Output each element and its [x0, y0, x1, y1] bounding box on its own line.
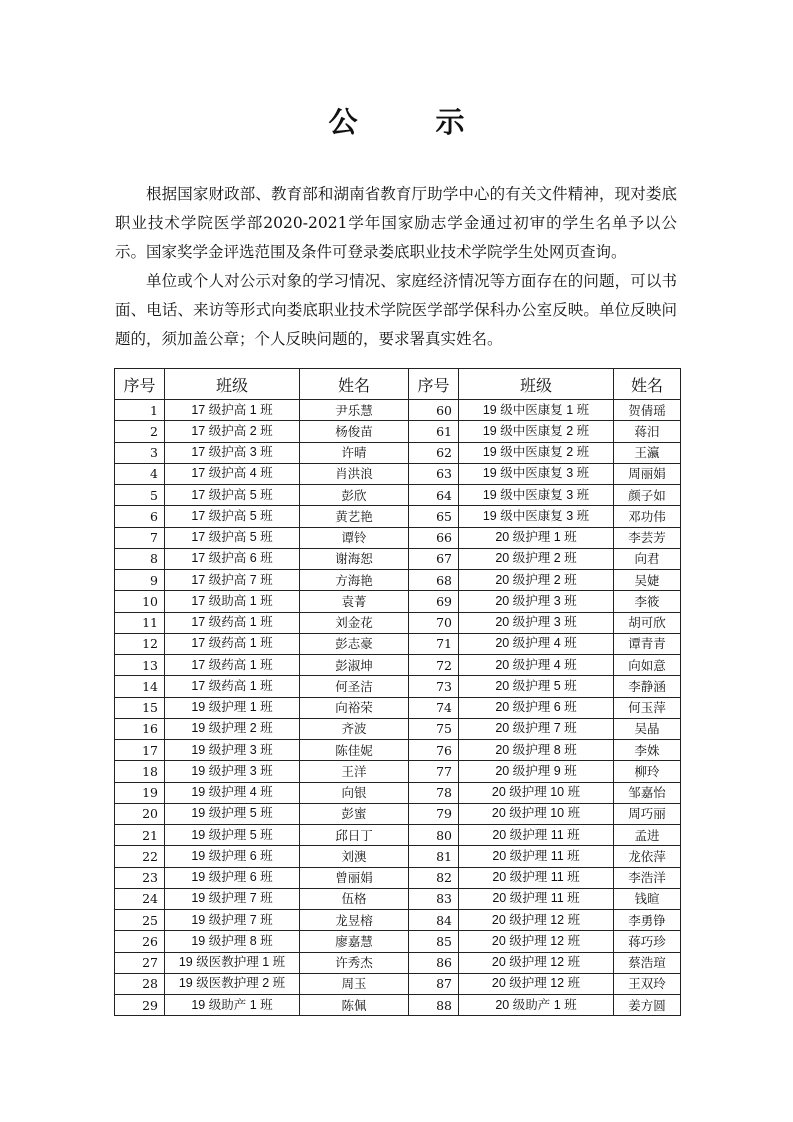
table-row [115, 995, 681, 1016]
cell-class-left: 19 级护理 4 班 [165, 782, 300, 803]
cell-name-right: 周丽娟 [614, 463, 681, 484]
cell-index-left: 8 [115, 548, 165, 569]
cell-class-right: 20 级护理 10 班 [459, 782, 614, 803]
cell-index-right: 60 [409, 400, 459, 421]
cell-index-right: 87 [409, 973, 459, 994]
cell-class-right: 20 级护理 8 班 [459, 740, 614, 761]
cell-class-right: 20 级护理 2 班 [459, 570, 614, 591]
notice-body [115, 180, 677, 354]
cell-name-left: 杨俊苗 [300, 421, 409, 442]
table-row [115, 825, 681, 846]
cell-class-left: 19 级医教护理 1 班 [165, 952, 300, 973]
table-row [115, 442, 681, 463]
cell-name-right: 孟进 [614, 825, 681, 846]
table-row [115, 485, 681, 506]
cell-class-left: 17 级护高 5 班 [165, 485, 300, 506]
cell-name-right: 吴晶 [614, 718, 681, 739]
cell-class-left: 19 级护理 5 班 [165, 825, 300, 846]
cell-name-left: 邱日丁 [300, 825, 409, 846]
cell-class-left: 19 级助产 1 班 [165, 995, 300, 1016]
cell-name-right: 王瀛 [614, 442, 681, 463]
cell-index-left: 26 [115, 931, 165, 952]
table-row [115, 718, 681, 739]
cell-index-left: 18 [115, 761, 165, 782]
cell-name-right: 王双玲 [614, 973, 681, 994]
cell-name-left: 刘澳 [300, 846, 409, 867]
table-row [115, 761, 681, 782]
cell-index-left: 1 [115, 400, 165, 421]
table-row [115, 973, 681, 994]
cell-class-right: 20 级护理 12 班 [459, 952, 614, 973]
cell-name-right: 向如意 [614, 655, 681, 676]
cell-index-right: 66 [409, 527, 459, 548]
cell-class-left: 17 级护高 5 班 [165, 506, 300, 527]
table-row [115, 591, 681, 612]
table-row [115, 867, 681, 888]
cell-name-left: 王洋 [300, 761, 409, 782]
cell-index-left: 3 [115, 442, 165, 463]
cell-name-right: 李姝 [614, 740, 681, 761]
cell-index-left: 5 [115, 485, 165, 506]
cell-name-right: 李芸芳 [614, 527, 681, 548]
table-row [115, 952, 681, 973]
cell-class-right: 20 级助产 1 班 [459, 995, 614, 1016]
cell-name-left: 彭蜜 [300, 803, 409, 824]
cell-class-left: 19 级护理 6 班 [165, 846, 300, 867]
cell-index-left: 2 [115, 421, 165, 442]
cell-index-left: 19 [115, 782, 165, 803]
table-row [115, 570, 681, 591]
paragraph-feedback: 单位或个人对公示对象的学习情况、家庭经济情况等方面存在的问题，可以书面、电话、来访等形式向娄底职业技术学院医学部学保科办公室反映。单位反映问题的，须加盖公章；个人反映问题的，要求署真实姓名。 [115, 272, 677, 348]
cell-index-left: 23 [115, 867, 165, 888]
cell-index-right: 86 [409, 952, 459, 973]
cell-index-left: 16 [115, 718, 165, 739]
cell-name-right: 李勇铮 [614, 910, 681, 931]
cell-index-left: 17 [115, 740, 165, 761]
cell-name-left: 周玉 [300, 973, 409, 994]
cell-name-left: 许晴 [300, 442, 409, 463]
cell-class-left: 17 级药高 1 班 [165, 655, 300, 676]
cell-name-left: 方海艳 [300, 570, 409, 591]
cell-class-right: 20 级护理 4 班 [459, 633, 614, 654]
cell-class-right: 20 级护理 11 班 [459, 825, 614, 846]
cell-index-left: 28 [115, 973, 165, 994]
cell-name-right: 李筱 [614, 591, 681, 612]
cell-name-right: 钱暄 [614, 888, 681, 909]
cell-index-left: 22 [115, 846, 165, 867]
cell-class-right: 19 级中医康复 2 班 [459, 442, 614, 463]
cell-index-right: 85 [409, 931, 459, 952]
cell-name-left: 陈佳妮 [300, 740, 409, 761]
table-row [115, 400, 681, 421]
table-row [115, 612, 681, 633]
cell-name-right: 何玉萍 [614, 697, 681, 718]
table-body [115, 400, 681, 1016]
cell-name-right: 柳玲 [614, 761, 681, 782]
cell-name-left: 向银 [300, 782, 409, 803]
cell-name-right: 邹嘉怡 [614, 782, 681, 803]
cell-name-right: 龙依萍 [614, 846, 681, 867]
cell-index-right: 68 [409, 570, 459, 591]
cell-name-left: 廖嘉慧 [300, 931, 409, 952]
cell-index-left: 14 [115, 676, 165, 697]
cell-index-left: 9 [115, 570, 165, 591]
cell-name-left: 陈佩 [300, 995, 409, 1016]
cell-index-right: 80 [409, 825, 459, 846]
table-row [115, 740, 681, 761]
cell-name-left: 谢海恕 [300, 548, 409, 569]
cell-index-right: 84 [409, 910, 459, 931]
cell-name-left: 彭淑坤 [300, 655, 409, 676]
cell-name-left: 黄艺艳 [300, 506, 409, 527]
cell-class-right: 20 级护理 5 班 [459, 676, 614, 697]
cell-class-right: 20 级护理 10 班 [459, 803, 614, 824]
cell-class-left: 19 级护理 5 班 [165, 803, 300, 824]
cell-index-right: 72 [409, 655, 459, 676]
cell-class-right: 19 级中医康复 3 班 [459, 485, 614, 506]
header-index-left: 序号 [115, 369, 165, 400]
cell-name-right: 周巧丽 [614, 803, 681, 824]
cell-class-left: 17 级药高 1 班 [165, 676, 300, 697]
page-title: 公 示 [328, 105, 499, 139]
table-row [115, 655, 681, 676]
cell-index-right: 63 [409, 463, 459, 484]
cell-class-left: 17 级药高 1 班 [165, 612, 300, 633]
cell-index-right: 61 [409, 421, 459, 442]
cell-class-left: 19 级护理 1 班 [165, 697, 300, 718]
cell-index-right: 64 [409, 485, 459, 506]
cell-class-right: 20 级护理 3 班 [459, 612, 614, 633]
cell-class-right: 20 级护理 9 班 [459, 761, 614, 782]
cell-name-left: 龙昱榕 [300, 910, 409, 931]
cell-class-left: 19 级护理 3 班 [165, 740, 300, 761]
cell-name-left: 彭欣 [300, 485, 409, 506]
cell-class-left: 17 级药高 1 班 [165, 633, 300, 654]
cell-name-left: 向裕荣 [300, 697, 409, 718]
cell-class-right: 20 级护理 11 班 [459, 846, 614, 867]
cell-class-right: 20 级护理 7 班 [459, 718, 614, 739]
cell-name-left: 尹乐慧 [300, 400, 409, 421]
cell-name-left: 曾丽娟 [300, 867, 409, 888]
cell-index-right: 65 [409, 506, 459, 527]
cell-class-left: 17 级护高 4 班 [165, 463, 300, 484]
cell-class-right: 20 级护理 12 班 [459, 910, 614, 931]
cell-name-right: 胡可欣 [614, 612, 681, 633]
cell-name-left: 何圣洁 [300, 676, 409, 697]
header-index-right: 序号 [409, 369, 459, 400]
cell-name-right: 蒋汨 [614, 421, 681, 442]
cell-class-left: 19 级护理 6 班 [165, 867, 300, 888]
cell-index-left: 12 [115, 633, 165, 654]
cell-index-right: 67 [409, 548, 459, 569]
cell-name-left: 齐波 [300, 718, 409, 739]
cell-name-left: 刘金花 [300, 612, 409, 633]
cell-class-left: 19 级护理 7 班 [165, 888, 300, 909]
cell-index-right: 62 [409, 442, 459, 463]
cell-class-left: 19 级护理 3 班 [165, 761, 300, 782]
cell-name-right: 李静涵 [614, 676, 681, 697]
cell-class-left: 19 级护理 7 班 [165, 910, 300, 931]
cell-class-right: 19 级中医康复 3 班 [459, 506, 614, 527]
header-class-left: 班级 [165, 369, 300, 400]
cell-index-right: 77 [409, 761, 459, 782]
cell-name-right: 颜子如 [614, 485, 681, 506]
cell-name-right: 吴婕 [614, 570, 681, 591]
header-name-right: 姓名 [614, 369, 681, 400]
cell-class-right: 19 级中医康复 2 班 [459, 421, 614, 442]
table-row [115, 633, 681, 654]
cell-name-right: 贺倩瑶 [614, 400, 681, 421]
cell-name-left: 谭铃 [300, 527, 409, 548]
cell-name-right: 蔡浩瑄 [614, 952, 681, 973]
cell-index-right: 88 [409, 995, 459, 1016]
cell-class-left: 17 级护高 7 班 [165, 570, 300, 591]
cell-class-left: 17 级助高 1 班 [165, 591, 300, 612]
cell-index-left: 24 [115, 888, 165, 909]
table-row [115, 888, 681, 909]
cell-index-right: 74 [409, 697, 459, 718]
cell-class-left: 17 级护高 1 班 [165, 400, 300, 421]
cell-index-right: 83 [409, 888, 459, 909]
cell-index-left: 4 [115, 463, 165, 484]
table-row [115, 910, 681, 931]
cell-index-left: 20 [115, 803, 165, 824]
header-name-left: 姓名 [300, 369, 409, 400]
cell-class-right: 20 级护理 2 班 [459, 548, 614, 569]
table-row [115, 846, 681, 867]
table-row [115, 548, 681, 569]
cell-class-right: 20 级护理 11 班 [459, 867, 614, 888]
cell-index-left: 7 [115, 527, 165, 548]
cell-class-right: 20 级护理 11 班 [459, 888, 614, 909]
cell-name-left: 彭志豪 [300, 633, 409, 654]
cell-class-right: 19 级中医康复 1 班 [459, 400, 614, 421]
table-row [115, 782, 681, 803]
cell-class-left: 17 级护高 6 班 [165, 548, 300, 569]
cell-name-right: 邓功伟 [614, 506, 681, 527]
table-row [115, 527, 681, 548]
cell-class-right: 20 级护理 6 班 [459, 697, 614, 718]
cell-name-right: 李浩洋 [614, 867, 681, 888]
cell-class-right: 20 级护理 4 班 [459, 655, 614, 676]
header-class-right: 班级 [459, 369, 614, 400]
cell-class-right: 20 级护理 12 班 [459, 931, 614, 952]
table-row [115, 676, 681, 697]
cell-index-left: 10 [115, 591, 165, 612]
cell-index-left: 29 [115, 995, 165, 1016]
cell-index-right: 69 [409, 591, 459, 612]
cell-name-right: 谭青青 [614, 633, 681, 654]
cell-class-right: 20 级护理 3 班 [459, 591, 614, 612]
table-row [115, 421, 681, 442]
cell-name-right: 向君 [614, 548, 681, 569]
cell-index-left: 6 [115, 506, 165, 527]
cell-class-left: 17 级护高 3 班 [165, 442, 300, 463]
cell-index-left: 25 [115, 910, 165, 931]
cell-name-left: 肖洪浪 [300, 463, 409, 484]
table-row [115, 697, 681, 718]
cell-name-left: 袁菁 [300, 591, 409, 612]
cell-index-left: 15 [115, 697, 165, 718]
table-row [115, 803, 681, 824]
cell-index-left: 27 [115, 952, 165, 973]
cell-class-left: 17 级护高 5 班 [165, 527, 300, 548]
cell-class-left: 17 级护高 2 班 [165, 421, 300, 442]
cell-name-left: 伍格 [300, 888, 409, 909]
cell-index-left: 21 [115, 825, 165, 846]
cell-name-right: 姜方圆 [614, 995, 681, 1016]
cell-index-right: 73 [409, 676, 459, 697]
cell-index-right: 78 [409, 782, 459, 803]
cell-name-left: 许秀杰 [300, 952, 409, 973]
cell-class-left: 19 级医教护理 2 班 [165, 973, 300, 994]
cell-class-left: 19 级护理 8 班 [165, 931, 300, 952]
paragraph-intro: 根据国家财政部、教育部和湖南省教育厅助学中心的有关文件精神，现对娄底职业技术学院医学部2020-2021学年国家励志学金通过初审的学生名单予以公示。国家奖学金评选范围及条件可登录娄底职业技术学院学生处网页查询。 [115, 185, 677, 261]
cell-index-left: 13 [115, 655, 165, 676]
table-row [115, 463, 681, 484]
cell-index-left: 11 [115, 612, 165, 633]
table-header-row [115, 369, 681, 400]
table-row [115, 931, 681, 952]
cell-class-right: 19 级中医康复 3 班 [459, 463, 614, 484]
cell-index-right: 79 [409, 803, 459, 824]
cell-index-right: 71 [409, 633, 459, 654]
cell-index-right: 76 [409, 740, 459, 761]
cell-index-right: 82 [409, 867, 459, 888]
cell-index-right: 81 [409, 846, 459, 867]
cell-index-right: 70 [409, 612, 459, 633]
table-row [115, 506, 681, 527]
cell-class-right: 20 级护理 1 班 [459, 527, 614, 548]
cell-index-right: 75 [409, 718, 459, 739]
cell-class-right: 20 级护理 12 班 [459, 973, 614, 994]
student-roster-table [114, 368, 681, 1016]
cell-class-left: 19 级护理 2 班 [165, 718, 300, 739]
cell-name-right: 蒋巧珍 [614, 931, 681, 952]
